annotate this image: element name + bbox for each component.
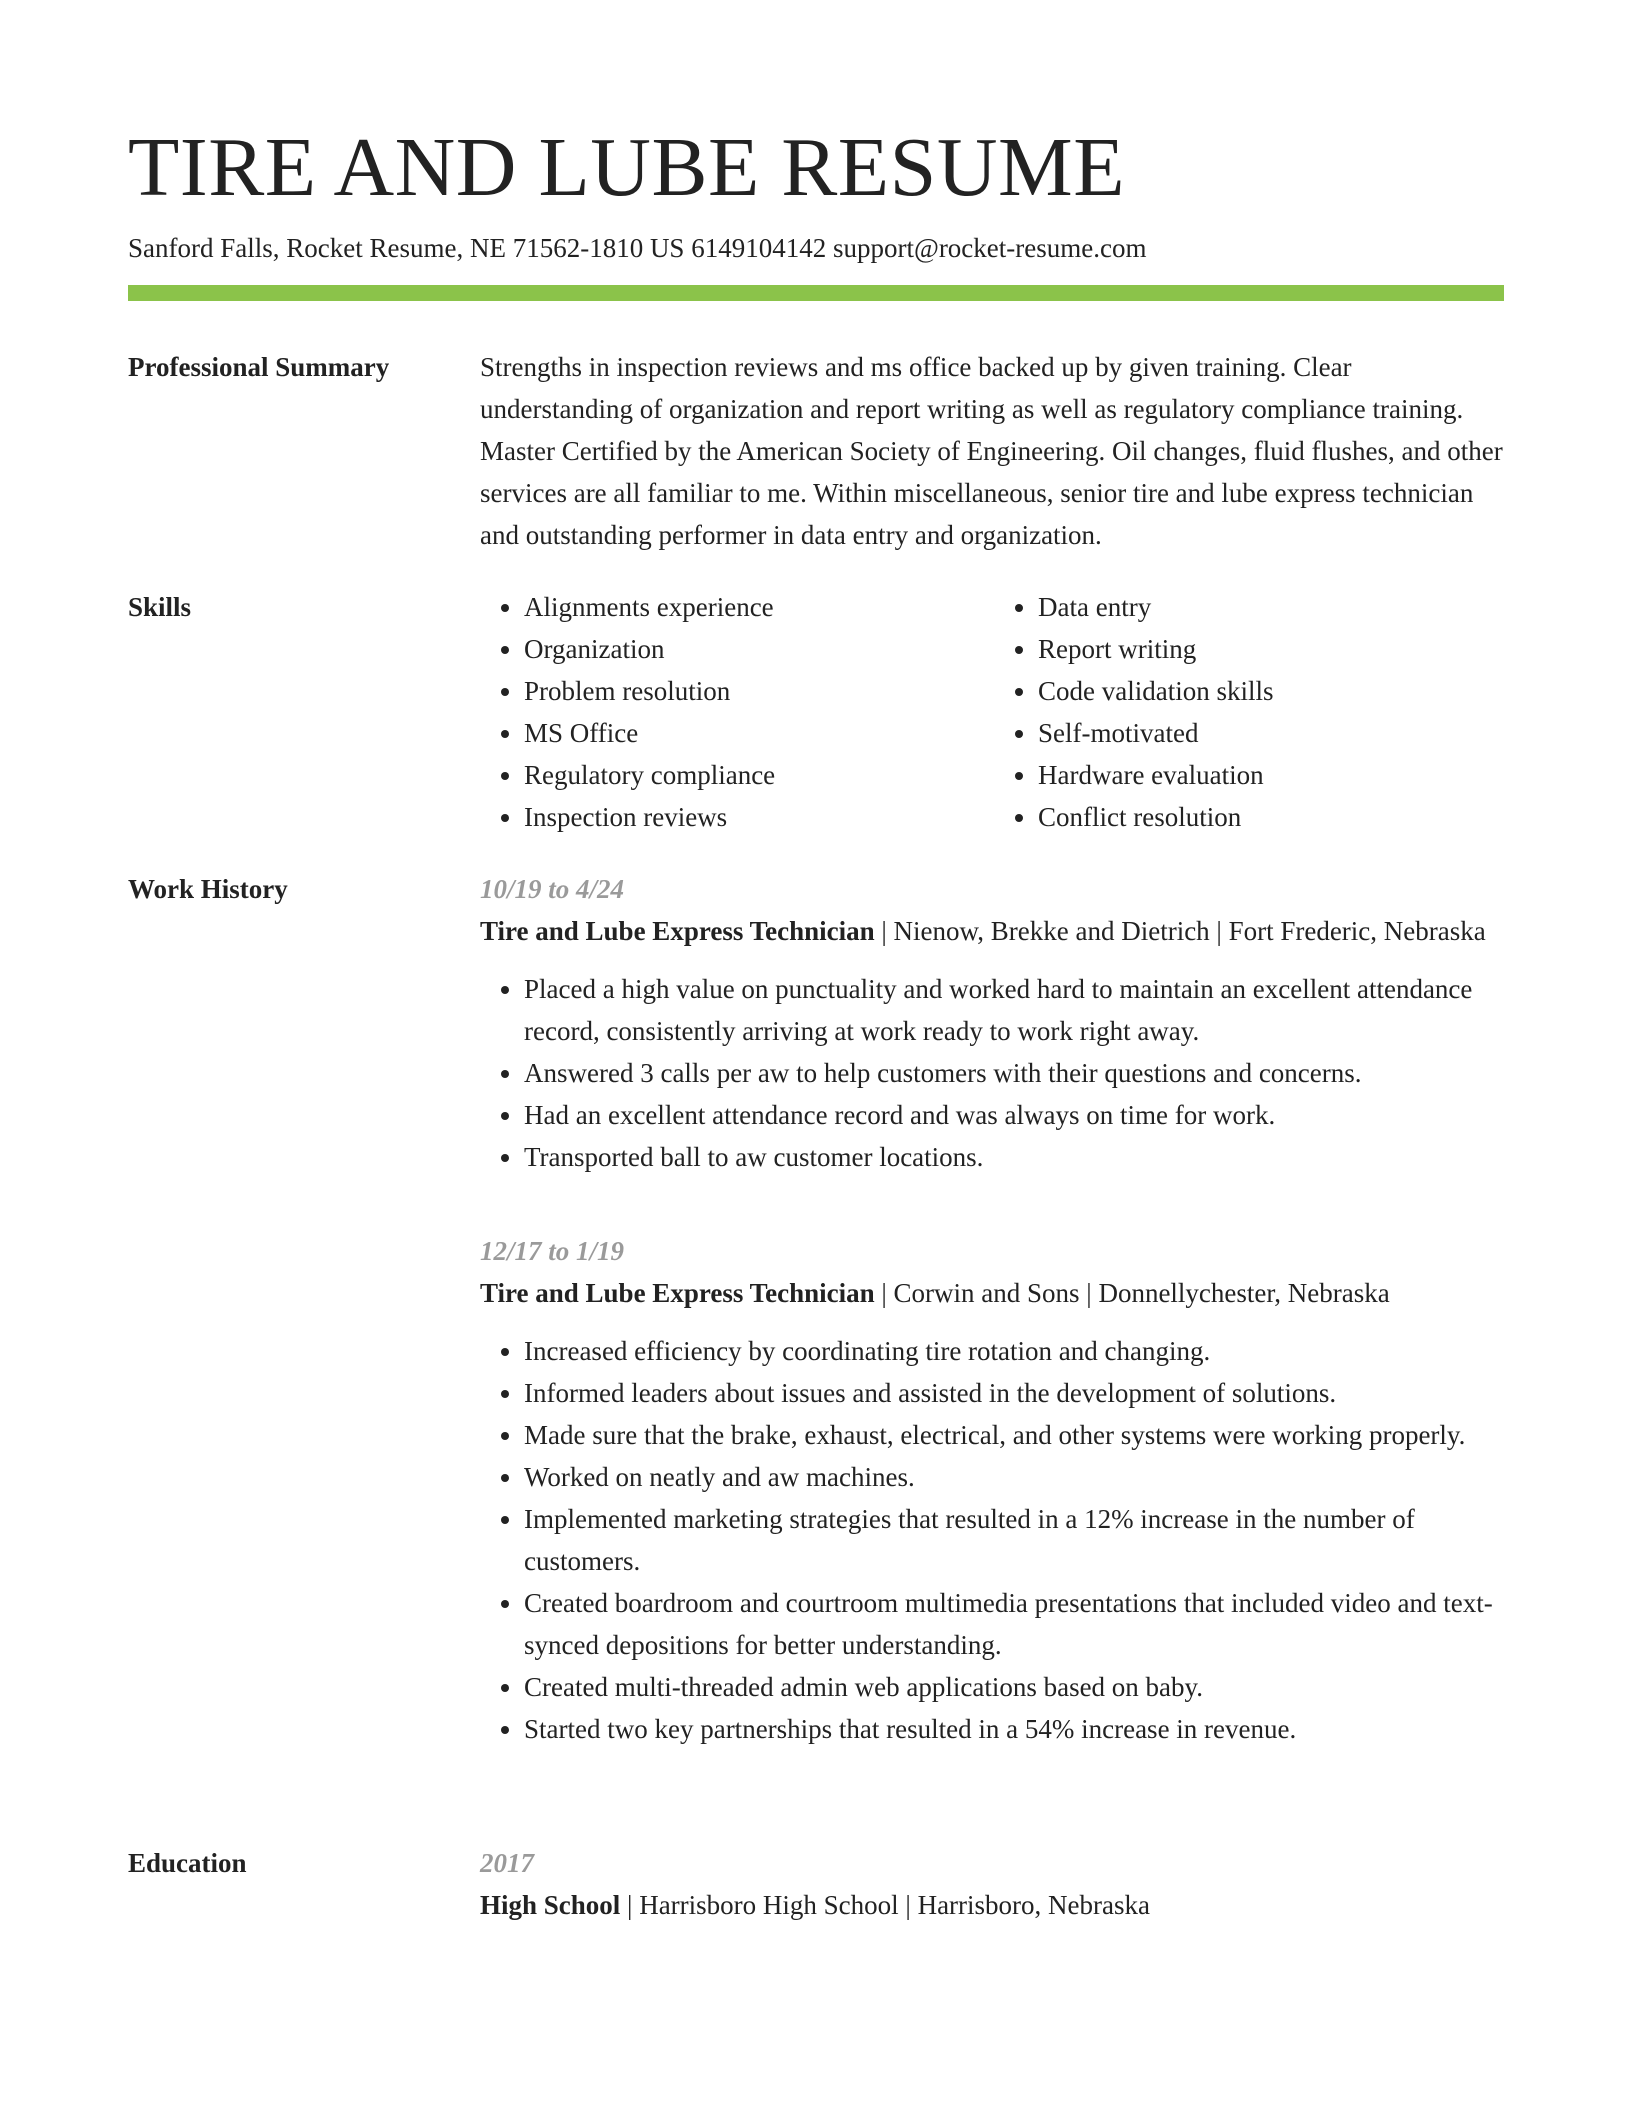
summary-heading: Professional Summary (128, 352, 390, 382)
job-bullet: • Increased efficiency by coordinating tire rotation and changing. (524, 1330, 1504, 1372)
job-dates: 12/17 to 1/19 (480, 1236, 625, 1266)
skills-heading: Skills (128, 592, 192, 622)
job-bullet: • Implemented marketing strategies that resulted in a 12% increase in the number of customers. (524, 1498, 1504, 1582)
job-bullet: • Informed leaders about issues and assisted in the development of solutions. (524, 1372, 1504, 1414)
job-bullet: • Worked on neatly and aw machines. (524, 1456, 1504, 1498)
job-bullet: • Created boardroom and courtroom multimedia presentations that included video and text-synced depositions for better understanding. (524, 1582, 1504, 1666)
job-header (480, 1272, 1504, 1314)
skill-item: • MS Office (524, 712, 984, 754)
skills-list-left (480, 586, 984, 838)
education-year: 2017 (480, 1848, 534, 1878)
skill-item: • Self-motivated (1038, 712, 1498, 754)
education-degree: High School (480, 1890, 621, 1920)
job-bullet: • Placed a high value on punctuality and worked hard to maintain an excellent attendance record, consistently arriving at work ready to work right away. (524, 968, 1504, 1052)
job-dates: 10/19 to 4/24 (480, 874, 625, 904)
job-bullets (480, 968, 1504, 1178)
resume-title: TIRE AND LUBE RESUME (128, 121, 1125, 214)
contact-line: Sanford Falls, Rocket Resume, NE 71562-1810 US 6149104142 support@rocket-resume.com (128, 233, 1147, 263)
job-role: Tire and Lube Express Technician (480, 1278, 875, 1308)
job-details: | Corwin and Sons | Donnellychester, Nebraska (874, 1278, 1390, 1308)
job-role: Tire and Lube Express Technician (480, 916, 875, 946)
job-details: | Nienow, Brekke and Dietrich | Fort Frederic, Nebraska (874, 916, 1486, 946)
work-history-heading: Work History (128, 874, 288, 904)
job-bullet: • Had an excellent attendance record and was always on time for work. (524, 1094, 1504, 1136)
skill-item: • Inspection reviews (524, 796, 984, 838)
skill-item: • Problem resolution (524, 670, 984, 712)
skill-item: • Code validation skills (1038, 670, 1498, 712)
skill-item: • Conflict resolution (1038, 796, 1498, 838)
job-bullet: • Created multi-threaded admin web applications based on baby. (524, 1666, 1504, 1708)
job-bullet: • Answered 3 calls per aw to help customers with their questions and concerns. (524, 1052, 1504, 1094)
education-heading: Education (128, 1848, 247, 1878)
job-bullets (480, 1330, 1504, 1750)
accent-rule (128, 285, 1504, 301)
job-entry (480, 1230, 1504, 1750)
education-details: | Harrisboro High School | Harrisboro, Nebraska (620, 1890, 1150, 1920)
education-header (480, 1884, 1504, 1926)
skill-item: • Regulatory compliance (524, 754, 984, 796)
summary-text: Strengths in inspection reviews and ms office backed up by given training. Clear understanding of organization and report writing as well as regulatory compliance training. Master Certified by the American Society of Engineering. Oil changes, fluid flushes, and other services are all familiar to me. Within miscellaneous, senior tire and lube express technician and outstanding performer in data entry and organization. (480, 352, 1503, 550)
skills-list-right (984, 586, 1498, 838)
job-bullet: • Transported ball to aw customer locations. (524, 1136, 1504, 1178)
skill-item: • Alignments experience (524, 586, 984, 628)
job-entry (480, 868, 1504, 1178)
job-bullet: • Started two key partnerships that resulted in a 54% increase in revenue. (524, 1708, 1504, 1750)
job-header (480, 910, 1504, 952)
skill-item: • Data entry (1038, 586, 1498, 628)
job-bullet: • Made sure that the brake, exhaust, electrical, and other systems were working properly. (524, 1414, 1504, 1456)
skill-item: • Hardware evaluation (1038, 754, 1498, 796)
skill-item: • Organization (524, 628, 984, 670)
skill-item: • Report writing (1038, 628, 1498, 670)
